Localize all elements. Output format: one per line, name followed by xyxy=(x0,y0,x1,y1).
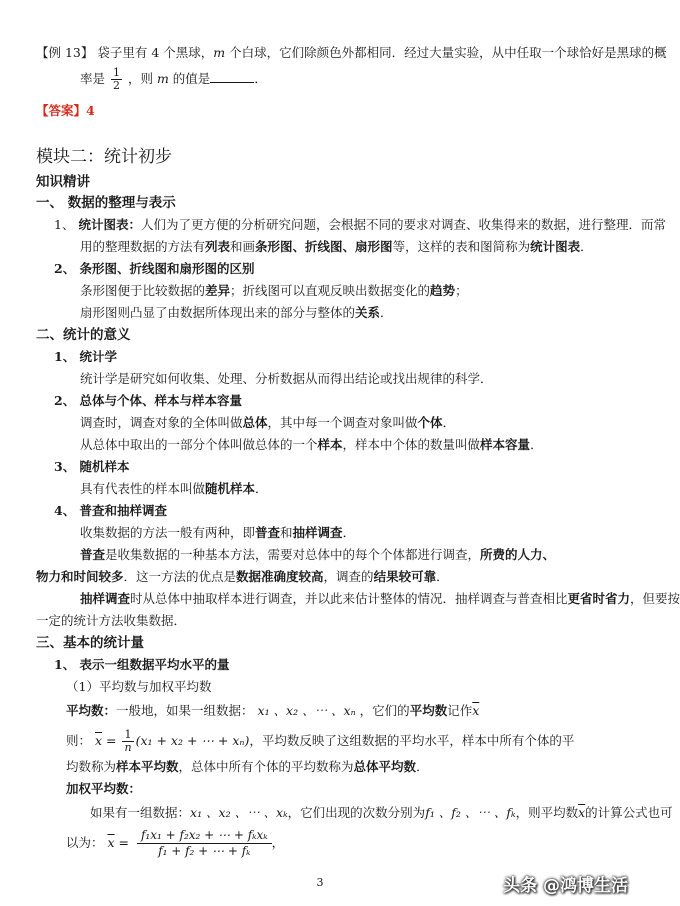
s2-item2-line1: 调查时，调查对象的全体叫做总体，其中每一个调查对象叫做个体． xyxy=(80,415,456,430)
mean-fraction: $\frac{1}{n}$ xyxy=(124,728,132,754)
weighted-mean-fraction: $\frac{\text{f₁x₁ + f₂x₂ + ⋯ + fₖxₖ}}{\text{f₁ + f₂ + ⋯ + fₖ}}$ xyxy=(137,828,272,859)
s2-item1-heading: 1、 统计学 xyxy=(54,349,118,364)
module-subtitle: 知识精讲 xyxy=(36,174,90,190)
section-1-heading: 一、 数据的整理与表示 xyxy=(36,195,176,211)
s2-item4-line1: 收集数据的方法一般有两种，即普查和抽样调查． xyxy=(80,525,356,540)
s2-item2-line2: 从总体中取出的一部分个体叫做总体的一个样本，样本中个体的数量叫做样本容量． xyxy=(80,437,543,452)
example-line-2: 率是 $\frac{1}{2}$ ，则 m 的值是 ． xyxy=(80,66,267,92)
page-number: 3 xyxy=(316,876,324,889)
s2-item4-heading: 4、 普查和抽样调查 xyxy=(54,503,168,518)
s2-item2-heading: 2、 总体与个体、样本与样本容量 xyxy=(54,393,243,408)
watermark: 头条 @鸿博生活 xyxy=(503,876,628,896)
example-label: 【例 13】 xyxy=(36,45,94,60)
s2-item4-line5: 一定的统计方法收集数据． xyxy=(36,613,187,628)
weighted-mean-line1: 如果有一组数据：x₁ 、x₂ 、⋯ 、xₖ，它们出现的次数分别为f₁ 、f₂ 、⋯ 、fₖ，则平均数$\overline{x}$的计算公式也可 xyxy=(90,805,673,820)
mean-definition-line: 平均数：一般地，如果一组数据： x₁ 、x₂ 、⋯ 、xₙ ，它们的平均数记作$\overline{x}$ xyxy=(66,703,480,718)
example-line-1: 【例 13】 袋子里有 4 个黑球，m 个白球，它们除颜色外都相同．经过大量实验，从中任取一个球恰好是黑球的概 xyxy=(36,45,667,60)
s1-item2-line2: 扇形图则凸显了由数据所体现出来的部分与整体的关系． xyxy=(80,305,393,320)
s1-item2-line1: 条形图便于比较数据的差异；折线图可以直观反映出数据变化的趋势； xyxy=(80,283,468,298)
s2-item4-line4: 抽样调查时从总体中抽取样本进行调查，并以此来估计整体的情况．抽样调查与普查相比更省时省力，但要按 xyxy=(80,591,680,606)
answer: 【答案】4 xyxy=(36,103,95,118)
answer-blank xyxy=(210,70,254,83)
s1-item1-line1: 1、 统计图表：人们为了更方便的分析研究问题，会根据不同的要求对调查、收集得来的数据，进行整理．而常 xyxy=(54,217,666,232)
weighted-mean-label: 加权平均数： xyxy=(66,781,142,796)
s2-item3-text: 具有代表性的样本叫做随机样本． xyxy=(80,481,268,496)
s2-item1-text: 统计学是研究如何收集、处理、分析数据从而得出结论或找出规律的科学． xyxy=(80,371,493,386)
mean-formula-line: 则： $\overline{x}$ = $\frac{1}{n}$ (x₁ + x₂ + ⋯ + xₙ)，平均数反映了这组数据的平均水平，样本中所有个体的平 xyxy=(66,728,575,754)
section-3-heading: 三、基本的统计量 xyxy=(36,635,144,651)
module-title: 模块二：统计初步 xyxy=(36,147,172,167)
section-2-heading: 二、统计的意义 xyxy=(36,327,131,343)
s2-item3-heading: 3、 随机样本 xyxy=(54,459,130,474)
mean-line-3: 均数称为样本平均数，总体中所有个体的平均数称为总体平均数． xyxy=(66,759,429,774)
s1-item2-heading: 2、 条形图、折线图和扇形图的区别 xyxy=(54,261,255,276)
s2-item4-line2: 普查是收集数据的一种基本方法，需要对总体中的每个个体都进行调查，所费的人力、 xyxy=(80,547,556,562)
s3-sub1: （1）平均数与加权平均数 xyxy=(66,679,212,694)
s3-item1-heading: 1、 表示一组数据平均水平的量 xyxy=(54,657,230,672)
probability-fraction: $\frac{1}{2}$ xyxy=(113,66,120,92)
s1-item1-line2: 用的整理数据的方法有列表和画条形图、折线图、扇形图等，这样的表和图简称为统计图表． xyxy=(80,239,593,254)
s2-item4-line3: 物力和时间较多．这一方法的优点是数据准确度较高，调查的结果较可靠． xyxy=(36,569,449,584)
weighted-mean-formula: 以为： $\overline{x}$ = $\frac{\text{f₁x₁ + f₂x₂ + ⋯ + fₖxₖ}}{\text{f₁ + f₂ + ⋯ + fₖ}}$ ， xyxy=(66,828,285,858)
